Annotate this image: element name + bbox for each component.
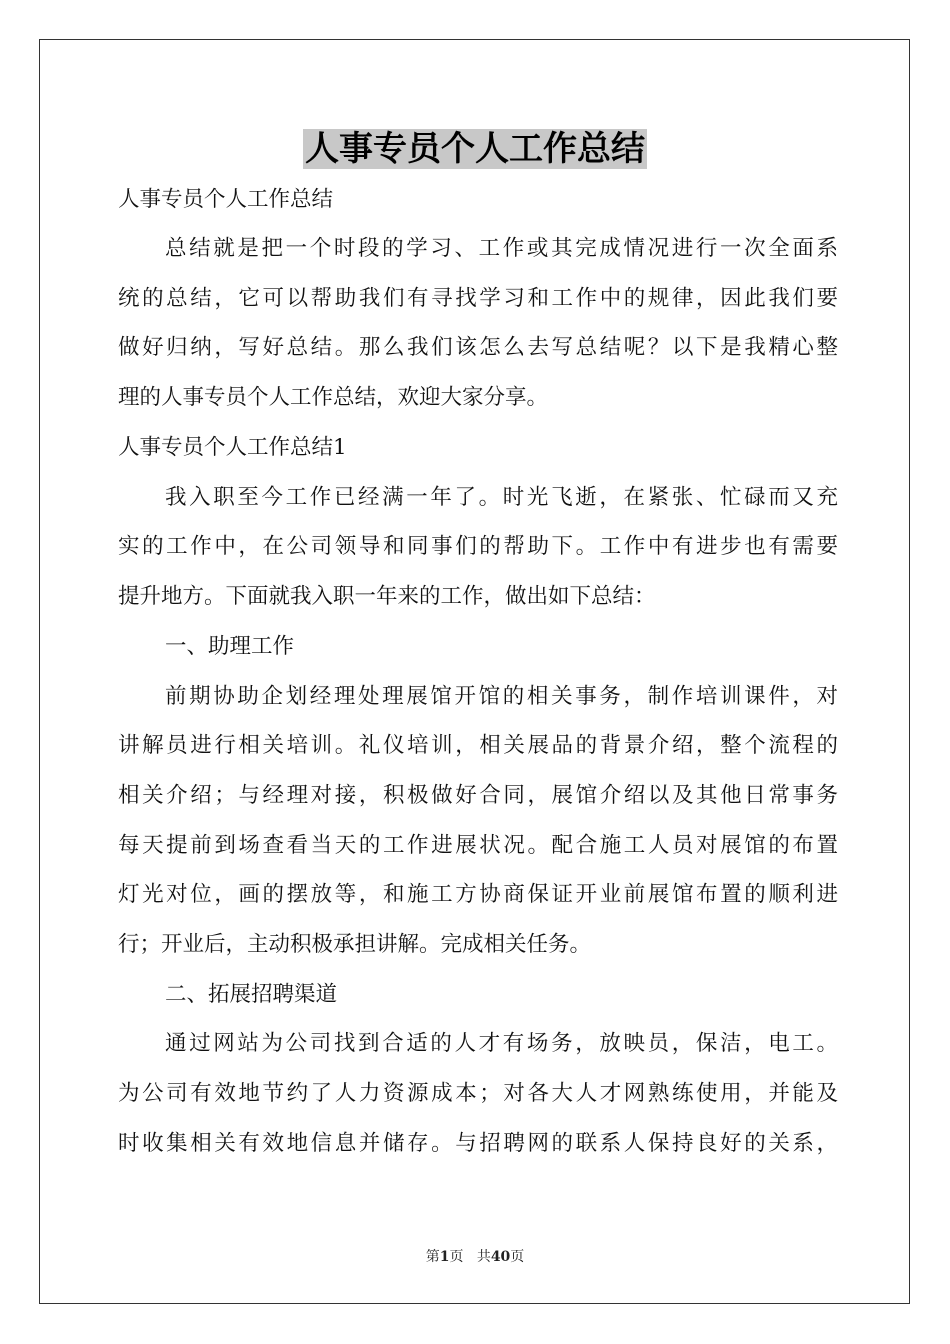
paragraph-line: 为公司有效地节约了人力资源成本；对各大人才网熟练使用，并能及: [118, 1081, 838, 1106]
paragraph-line: 行；开业后，主动积极承担讲解。完成相关任务。: [118, 932, 592, 957]
paragraph-line: 前期协助企划经理处理展馆开馆的相关事务，制作培训课件，对: [165, 684, 838, 709]
subtitle-line: 人事专员个人工作总结: [118, 187, 334, 212]
total-suffix: 页: [510, 1249, 525, 1265]
paragraph-line: 做好归纳，写好总结。那么我们该怎么去写总结呢？以下是我精心整: [118, 335, 838, 360]
total-pages: 40: [490, 1249, 511, 1265]
paragraph-line: 统的总结，它可以帮助我们有寻找学习和工作中的规律，因此我们要: [118, 286, 838, 311]
paragraph-line: 时收集相关有效地信息并储存。与招聘网的联系人保持良好的关系，: [118, 1131, 838, 1156]
page-suffix: 页: [449, 1249, 464, 1265]
paragraph-line: 理的人事专员个人工作总结，欢迎大家分享。: [118, 385, 549, 410]
page-border: [39, 39, 910, 1304]
paragraph-line: 提升地方。下面就我入职一年来的工作，做出如下总结：: [118, 584, 656, 609]
subsection-heading: 二、拓展招聘渠道: [165, 982, 338, 1007]
paragraph-line: 总结就是把一个时段的学习、工作或其完成情况进行一次全面系: [165, 236, 838, 261]
page-number: 1: [439, 1249, 450, 1265]
paragraph-line: 灯光对位，画的摆放等，和施工方协商保证开业前展馆布置的顺利进: [118, 882, 838, 907]
page-prefix: 第: [425, 1249, 440, 1265]
paragraph-line: 每天提前到场查看当天的工作进展状况。配合施工人员对展馆的布置: [118, 833, 838, 858]
page-footer: [0, 1246, 950, 1266]
subsection-heading: 一、助理工作: [165, 634, 295, 659]
total-prefix: 共: [476, 1249, 491, 1265]
paragraph-line: 实的工作中，在公司领导和同事们的帮助下。工作中有进步也有需要: [118, 534, 838, 559]
paragraph-line: 讲解员进行相关培训。礼仪培训，相关展品的背景介绍，整个流程的: [118, 733, 838, 758]
paragraph-line: 我入职至今工作已经满一年了。时光飞逝，在紧张、忙碌而又充: [165, 485, 838, 510]
paragraph-line: 通过网站为公司找到合适的人才有场务，放映员，保洁，电工。: [165, 1031, 838, 1056]
section-heading: 人事专员个人工作总结1: [118, 435, 347, 460]
document-title: 人事专员个人工作总结: [305, 129, 645, 169]
paragraph-line: 相关介绍；与经理对接，积极做好合同，展馆介绍以及其他日常事务: [118, 783, 838, 808]
